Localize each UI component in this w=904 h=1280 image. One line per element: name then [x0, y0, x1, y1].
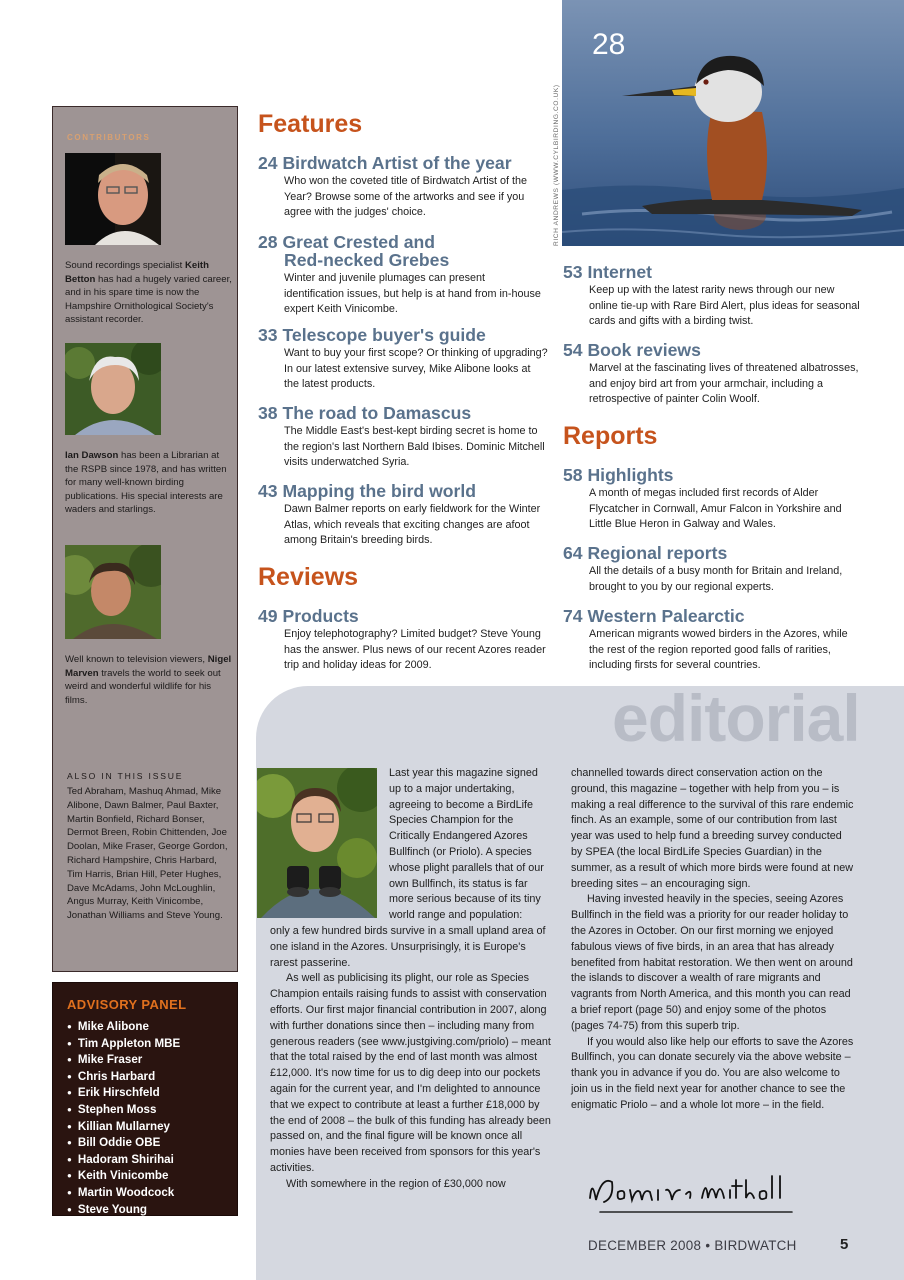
contributor-bio: Well known to television viewers, Nigel Marven travels the world to seek out weird and wonderful wildlife for his films. — [65, 654, 232, 706]
contents-entry[interactable] — [258, 482, 548, 549]
advisory-member: ● Bill Oddie OBE — [67, 1135, 180, 1152]
advisory-member: ● Tim Appleton MBE — [67, 1036, 180, 1053]
issue-footer: DECEMBER 2008 • BIRDWATCH — [588, 1238, 797, 1253]
advisory-member: ● Keith Vinicombe — [67, 1168, 180, 1185]
contents-entry[interactable] — [258, 326, 548, 393]
contributor-bio: Ian Dawson has been a Librarian at the RSPB since 1978, and has written for many well-known birding publications. His special interests are waders and starlings. — [65, 450, 227, 516]
advisory-member: ● Steve Young — [67, 1202, 180, 1219]
contents-entry[interactable] — [563, 263, 863, 330]
contents-entry-title: 53 Internet — [563, 262, 652, 282]
contributor-bio: Sound recordings specialist Keith Betton has had a hugely varied career, and in his spare time is now the Hampshire Ornithological Society's assistant recorder. — [65, 260, 232, 326]
contents-entry-title: 74 Western Palearctic — [563, 606, 745, 626]
photo-credit: RICH ANDREWS (WWW.CYLBIRDING.CO.UK) — [553, 84, 560, 246]
contents-entry-title: 54 Book reviews — [563, 340, 701, 360]
editor-photo — [257, 768, 377, 918]
advisory-panel-title: ADVISORY PANEL — [67, 997, 187, 1012]
contents-entry[interactable] — [563, 466, 863, 533]
advisory-member: ● Erik Hirschfeld — [67, 1085, 180, 1102]
advisory-member: ● Mike Alibone — [67, 1019, 180, 1036]
contents-entry-title: 49 Products — [258, 606, 359, 626]
contents-entry[interactable] — [563, 607, 863, 674]
contributor-photo-ian-dawson — [65, 343, 161, 435]
editorial-heading: editorial — [612, 681, 860, 755]
contributor-photo-nigel-marven — [65, 545, 161, 639]
page-number: 5 — [840, 1236, 849, 1253]
contents-entry-description: Enjoy telephotography? Limited budget? Steve Young has the answer. Plus news of our recent Azores reader trip and holiday ideas for 2009. — [284, 628, 546, 672]
also-in-this-issue-heading: ALSO IN THIS ISSUE — [67, 771, 184, 781]
contributor-photo-keith-betton — [65, 153, 161, 245]
contents-entry[interactable] — [563, 544, 863, 595]
reviews-heading: Reviews — [258, 563, 359, 591]
contents-entry-title: 33 Telescope buyer's guide — [258, 325, 486, 345]
contents-entry-description: Who won the coveted title of Birdwatch Artist of the Year? Browse some of the artworks and see if you agree with the judges' choice. — [284, 175, 528, 219]
contents-entry[interactable] — [258, 233, 548, 318]
contents-entry-title: 28 Great Crested and Red-necked Grebes — [258, 232, 450, 270]
contents-entry-description: A month of megas included first records of Alder Flycatcher in Cornwall, Amur Falcon in Yorkshire and Little Blue Heron in Galway and Wales. — [589, 487, 842, 531]
also-in-this-issue-list: Ted Abraham, Mashuq Ahmad, Mike Alibone, Dawn Balmer, Paul Baxter, Martin Bonfield, Richard Bonser, Dermot Breen, Robin Chittenden, Joe Doolan, Mike Fraser, George Gordon, Richard Hampshire, Chris Harbard, Tim Harris, Brian Hill, Peter Hughes, Dave McAdams, John McLoughlin, Angus Murray, Keith Vinicombe, Jonathan Williams and Steve Young. — [67, 786, 228, 922]
contents-entry-description: Want to buy your first scope? Or thinking of upgrading? In our latest extensive survey, Mike Alibone looks at the latest products. — [284, 347, 548, 391]
contents-entry[interactable] — [563, 341, 863, 408]
contents-entry-title: 24 Birdwatch Artist of the year — [258, 153, 512, 173]
editorial-column-1-top: Last year this magazine signed up to a major undertaking, agreeing to become a BirdLife Species Champion for the Critically Endangered Azores Bullfinch (or Priolo). A species whose plight parallels that of our own Bullfinch, its status is far more serious because of its tiny world range and population: — [389, 767, 544, 922]
advisory-member: ● Chris Harbard — [67, 1069, 180, 1086]
editorial-column-1: only a few hundred birds survive in a small upland area of one island in the Azores. Unsurprisingly, it is Europe's rarest passerine. As well as publicising its plight, our role as Species Champion entails raising funds to assist with conservation efforts. Our first major financial contribution in 2007, along with further donations since then – including many from generous readers (see www.justgiving.com/priolo) – meant that the total raised by the end of last month was almost £12,000. It's now time for us to dig deep into our pockets again for the current year, and I'm delighted to announce that we expect to contribute at least a further £18,000 by the end of 2008 – the bulk of this funding has already been passed on, and the final figure will be known once all monies have been received from sponsors for this year's activities. With somewhere in the region of £30,000 now — [270, 925, 551, 1190]
contents-entry-description: American migrants wowed birders in the Azores, while the rest of the region reported good falls of rarities, including firsts for several countries. — [589, 628, 848, 672]
reports-heading: Reports — [563, 422, 658, 450]
advisory-member: ● Mike Fraser — [67, 1052, 180, 1069]
contributors-heading: CONTRIBUTORS — [67, 133, 151, 142]
advisory-member: ● Killian Mullarney — [67, 1119, 180, 1136]
contents-entry-title: 58 Highlights — [563, 465, 674, 485]
advisory-panel — [52, 982, 238, 1216]
contents-entry[interactable] — [258, 404, 548, 471]
contents-entry-description: Dawn Balmer reports on early fieldwork for the Winter Atlas, which reveals that exciting changes are afoot among Britain's breeding birds. — [284, 503, 541, 547]
advisory-member-list — [67, 1019, 180, 1218]
editorial-column-2: channelled towards direct conservation action on the ground, this magazine – together with help from you – is making a real difference to the survival of this rare endemic finch. As an example, some of our contribution from last year was used to help fund a breeding survey conducted by SPEA (the local BirdLife Species Guardian) in the summer, as a result of which more birds were found at new breeding sites – an encouraging sign. Having invested heavily in the species, seeing Azores Bullfinch in the field was a priority for our reader holiday to the Azores in October. On our first morning we enjoyed fabulous views of five birds, in an area that has already benefited from habitat restoration. We then went on around the islands to discover a wealth of rare migrants and vagrants from North America, and this month you can read a brief report (page 50) and enjoy some of the photos (pages 74-75) from this superb trip. If you would also like help our efforts to save the Azores Bullfinch, you can donate securely via the above website – thank you in advance if you do. You are also welcome to join us in the field next year for another chance to see the enigmatic Priolo – and a whole lot more – in the field. — [571, 767, 854, 1111]
editor-signature — [582, 1168, 802, 1220]
contents-entry-description: Marvel at the fascinating lives of threatened albatrosses, and enjoy bird art from your armchair, including a retrospective of painter Colin Woolf. — [589, 362, 859, 406]
contents-entry-description: The Middle East's best-kept birding secret is home to the region's last Northern Bald Ibises. Dominic Mitchell visits underwatched Syria. — [284, 425, 545, 469]
contents-entry-title: 43 Mapping the bird world — [258, 481, 476, 501]
contents-entry-title: 38 The road to Damascus — [258, 403, 472, 423]
contents-entry-title: 64 Regional reports — [563, 543, 728, 563]
contents-entry-description: All the details of a busy month for Britain and Ireland, brought to you by our regional experts. — [589, 565, 843, 593]
contents-entry[interactable] — [258, 154, 548, 221]
contents-entry[interactable] — [258, 607, 548, 674]
advisory-member: ● Hadoram Shirihai — [67, 1152, 180, 1169]
contributors-panel — [52, 106, 238, 972]
advisory-member: ● Stephen Moss — [67, 1102, 180, 1119]
contents-entry-description: Keep up with the latest rarity news through our new online tie-up with Rare Bird Alert, plus ideas for seasonal cards and gifts with a birding twist. — [589, 284, 860, 328]
feature-page-number: 28 — [592, 28, 626, 61]
contents-entry-description: Winter and juvenile plumages can present identification issues, but help is at hand from in-house expert Keith Vinicombe. — [284, 272, 541, 316]
advisory-member: ● Martin Woodcock — [67, 1185, 180, 1202]
features-heading: Features — [258, 110, 363, 138]
